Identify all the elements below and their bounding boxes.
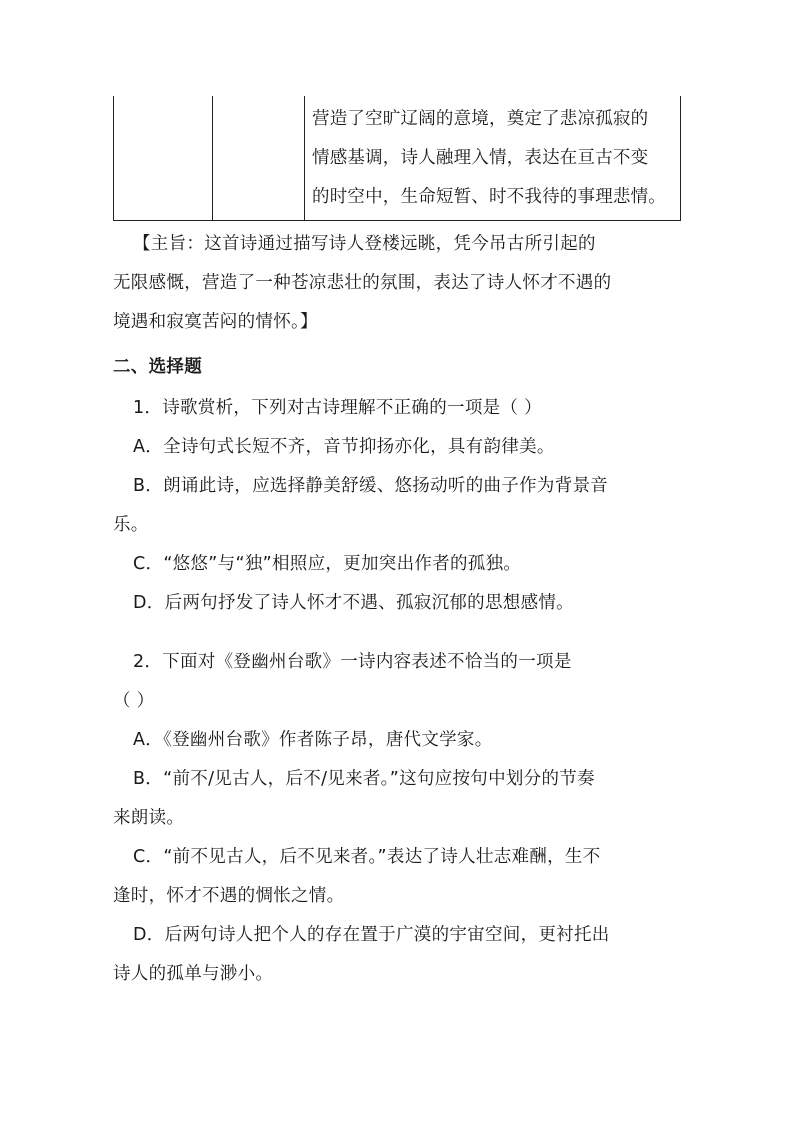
- option-a: A．全诗句式长短不齐，音节抑扬亦化，具有韵律美。: [133, 437, 555, 457]
- question-stem-continued: （ ）: [113, 691, 155, 711]
- table-cell-line: 的时空中，生命短暂、时不我待的事理悲情。: [312, 187, 666, 207]
- option-b: B．“前不/见古人，后不/见来者。”这句应按句中划分的节奏: [133, 769, 595, 789]
- table-fragment: [113, 96, 681, 221]
- theme-line: 【主旨：这首诗通过描写诗人登楼远眺，凭今吊古所引起的: [133, 234, 596, 254]
- option-b-continued: 乐。: [113, 515, 149, 535]
- option-d: D．后两句抒发了诗人怀才不遇、孤寂沉郁的思想感情。: [133, 593, 574, 613]
- option-d-continued: 诗人的孤单与渺小。: [113, 964, 274, 984]
- question-1: [113, 389, 681, 623]
- theme-paragraph: [113, 225, 681, 342]
- option-b-continued: 来朗读。: [113, 808, 185, 828]
- question-2: [113, 643, 681, 994]
- option-c-continued: 逢时，怀才不遇的惆怅之情。: [113, 886, 345, 906]
- table-cell-analysis: [312, 100, 676, 217]
- question-stem: 1．诗歌赏析，下列对古诗理解不正确的一项是（ ）: [133, 398, 542, 418]
- table-column-divider: [304, 96, 305, 220]
- table-column-divider: [212, 96, 213, 220]
- table-cell-line: 营造了空旷辽阔的意境，奠定了悲凉孤寂的: [312, 109, 649, 129]
- theme-line: 无限感慨，营造了一种苍凉悲壮的氛围，表达了诗人怀才不遇的: [113, 273, 612, 293]
- option-d: D．后两句诗人把个人的存在置于广漠的宇宙空间，更衬托出: [133, 925, 610, 945]
- question-stem: 2．下面对《登幽州台歌》一诗内容表述不恰当的一项是: [133, 652, 572, 672]
- option-c: C．“悠悠”与“独”相照应，更加突出作者的孤独。: [133, 554, 522, 574]
- section-heading: 二、选择题: [113, 357, 202, 377]
- option-c: C．“前不见古人，后不见来者。”表达了诗人壮志难酬，生不: [133, 847, 601, 867]
- option-a: A．《登幽州台歌》作者陈子昂，唐代文学家。: [133, 730, 493, 750]
- theme-line: 境遇和寂寞苦闷的情怀。】: [113, 312, 318, 332]
- table-cell-line: 情感基调，诗人融理入情，表达在亘古不变: [312, 148, 649, 168]
- option-b: B．朗诵此诗，应选择静美舒缓、悠扬动听的曲子作为背景音: [133, 476, 609, 496]
